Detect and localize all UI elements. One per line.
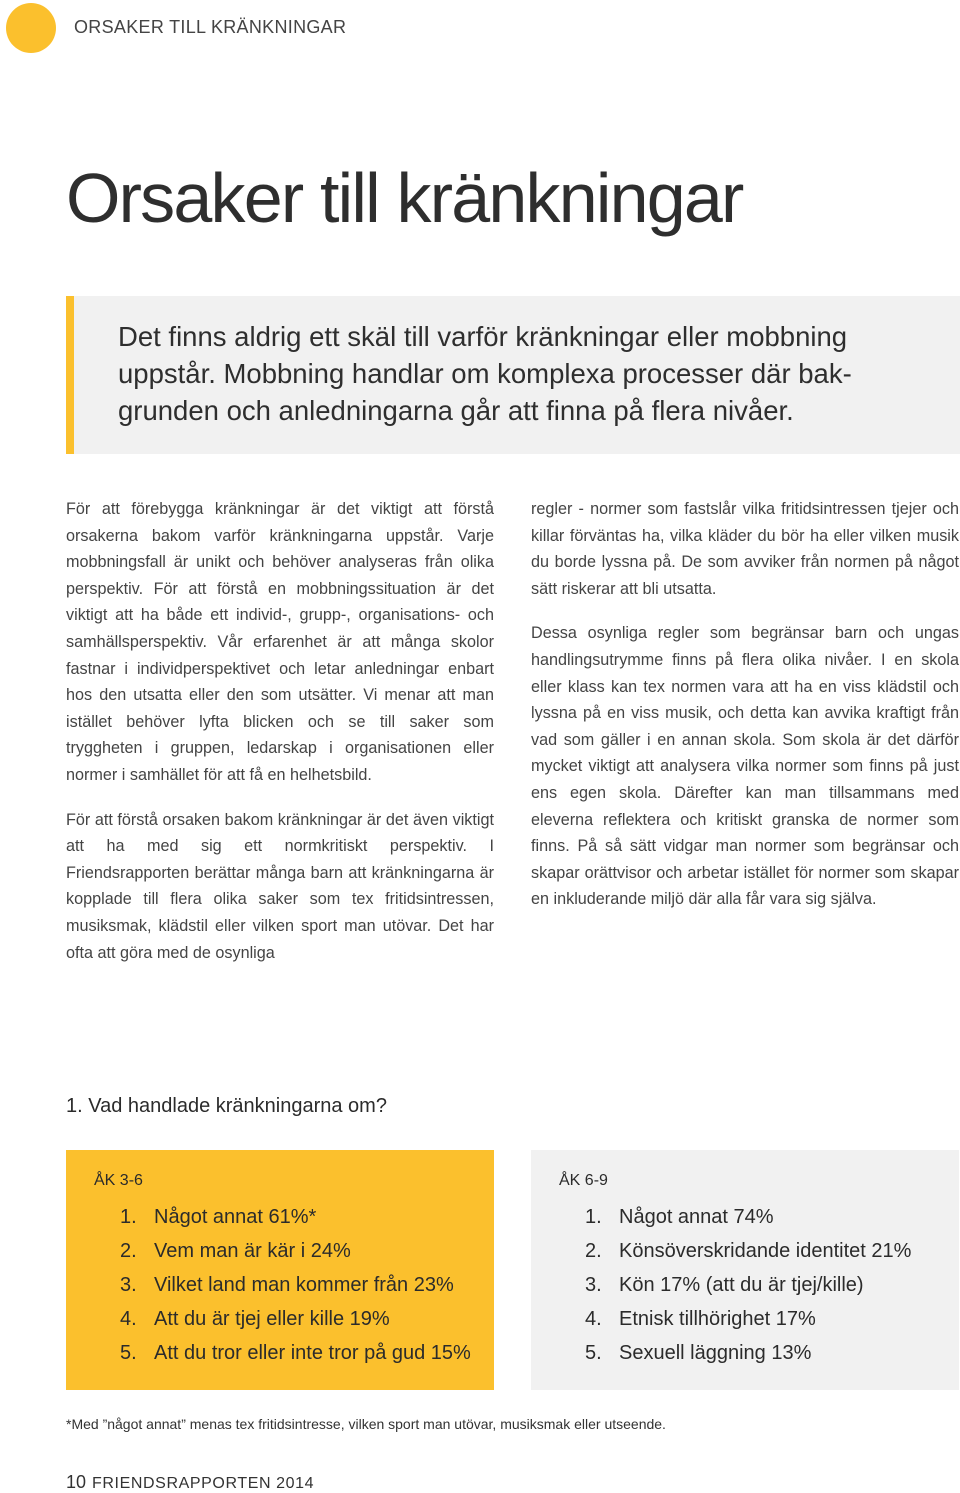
item-text: Könsöverskridande identitet 21% — [619, 1240, 912, 1262]
item-text: Något annat 61%* — [154, 1206, 317, 1228]
list-item — [585, 1200, 959, 1234]
item-number: 3. — [585, 1274, 602, 1296]
item-text: Kön 17% (att du är tjej/kille) — [619, 1274, 864, 1296]
item-text: Vilket land man kommer från 23% — [154, 1274, 454, 1296]
item-text: Att du tror eller inte tror på gud 15% — [154, 1342, 471, 1364]
list-item — [120, 1302, 494, 1336]
results-box-ak3-6 — [66, 1150, 494, 1390]
body-paragraph: För att förstå orsaken bakom kränkningar är det även viktigt att ha med sig ett normkritiskt perspektiv. I Friendsrapporten berättar många barn att kränkningarna är kopplade till flera olika saker som tex fritidsintressen, musiksmak, klädstil eller vilken sport man utövar. Det har ofta att göra med de osynliga — [66, 810, 494, 962]
item-number: 4. — [120, 1308, 137, 1330]
body-paragraph: Dessa osynliga regler som begränsar barn och ungas handlingsutrymme finns på flera olika nivåer. I en skola eller klass kan tex normen vara att ha en viss klädstil och lyssna på en viss musik, och detta kan avvika kraftigt från vad som gäller i en annan skola. Som skola är det därför mycket viktigt att analysera vilka normer som finns på just ens egen skola. Därefter kan man tillsammans med eleverna reflektera och kritiskt granska de normer som finns. På så sätt vidgar man normer som begränsar och skapar orättvisor och arbetar istället för normer som skapar en inkluderande miljö där alla får vara sig själva. — [531, 624, 959, 909]
item-text: Att du är tjej eller kille 19% — [154, 1308, 390, 1330]
grade-label: ÅK 3-6 — [94, 1172, 143, 1189]
item-number: 1. — [585, 1206, 602, 1228]
item-number: 2. — [120, 1240, 137, 1262]
item-number: 5. — [585, 1342, 602, 1364]
survey-question: 1. Vad handlade kränkningarna om? — [66, 1095, 387, 1117]
item-number: 2. — [585, 1240, 602, 1262]
list-item — [120, 1200, 494, 1234]
intro-text: Det finns aldrig ett skäl till varför kränkningar eller mobbning uppstår. Mobbning handlar om komplexa processer där bak-grunden och anledningarna går att finna på flera nivåer. — [118, 321, 852, 426]
list-item — [585, 1302, 959, 1336]
section-label: ORSAKER TILL KRÄNKNINGAR — [74, 17, 347, 37]
results-list — [94, 1200, 494, 1370]
item-number: 3. — [120, 1274, 137, 1296]
list-item — [585, 1336, 959, 1370]
item-number: 4. — [585, 1308, 602, 1330]
item-text: Etnisk tillhörighet 17% — [619, 1308, 816, 1330]
item-number: 5. — [120, 1342, 137, 1364]
body-paragraph: För att förebygga kränkningar är det viktigt att förstå orsakerna bakom varför kränkningarna uppstår. Varje mobbningsfall är unikt och behöver analyseras från olika perspektiv. För att förstå en mobbningssituation är det viktigt att ha både ett individ-, grupp-, organisations- och samhällsperspektiv. Vår erfarenhet är att många skolor fastnar i individperspektivet och letar anledningar enbart hos den utsatta eller den som utsätter. Vi menar att man istället behöver lyfta blicken och se till saker som tryggheten i gruppen, ledarskap i organisationen eller normer i samhället för att få en helhetsbild. — [66, 500, 494, 784]
list-item — [585, 1234, 959, 1268]
section-marker-dot — [6, 3, 56, 53]
intro-box — [66, 296, 960, 454]
item-text: Något annat 74% — [619, 1206, 774, 1228]
body-column-right — [531, 496, 959, 931]
page-number: 10 — [66, 1472, 87, 1492]
list-item — [120, 1268, 494, 1302]
list-item — [120, 1234, 494, 1268]
body-column-left — [66, 496, 494, 984]
results-box-ak6-9 — [531, 1150, 959, 1390]
body-paragraph: regler - normer som fastslår vilka fritidsintressen tjejer och killar förväntas ha, vilka kläder du bör ha eller vilken musik du borde lyssna på. De som avviker från normen på något sätt riskerar att bli utsatta. — [531, 500, 959, 598]
publication-name: FRIENDSRAPPORTEN 2014 — [92, 1475, 315, 1492]
list-item — [585, 1268, 959, 1302]
item-text: Vem man är kär i 24% — [154, 1240, 351, 1262]
grade-label: ÅK 6-9 — [559, 1172, 608, 1189]
page-title: Orsaker till kränkningar — [66, 159, 743, 237]
list-item — [120, 1336, 494, 1370]
item-number: 1. — [120, 1206, 137, 1228]
results-list — [559, 1200, 959, 1370]
footnote: *Med ”något annat” menas tex fritidsintresse, vilken sport man utövar, musiksmak eller utseende. — [66, 1416, 666, 1432]
item-text: Sexuell läggning 13% — [619, 1342, 812, 1364]
